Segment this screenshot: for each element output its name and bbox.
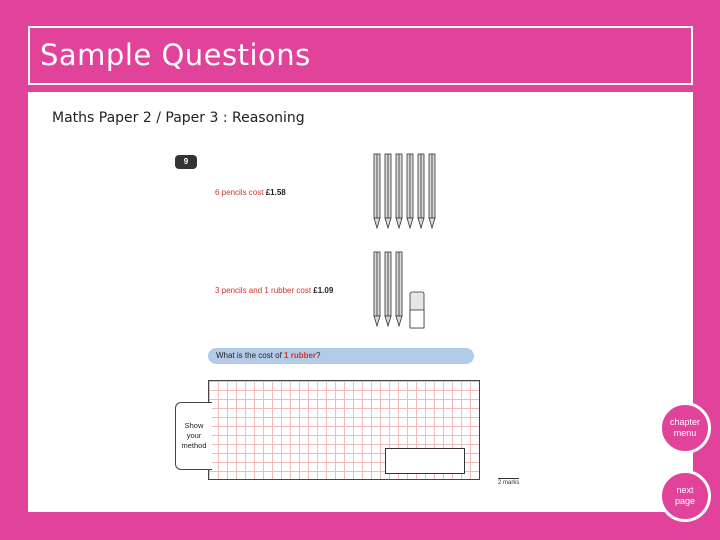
question-line-1 (215, 188, 286, 197)
paper-subtitle: Maths Paper 2 / Paper 3 : Reasoning (52, 110, 305, 126)
three-pencils-rubber-image (372, 250, 432, 330)
question-line-2-prefix: 3 pencils and 1 rubber cost (215, 286, 314, 295)
question-prompt-prefix: What is the cost of (216, 351, 285, 360)
question-line-2-value: £1.09 (313, 286, 334, 295)
question-prompt-highlight: 1 rubber (284, 351, 317, 360)
chapter-menu-label-2: menu (673, 428, 697, 438)
six-pencils-image (372, 152, 442, 232)
content-panel (28, 92, 696, 512)
page-title: Sample Questions (40, 38, 311, 72)
rubber-icon (410, 292, 424, 328)
title-bar (28, 26, 693, 85)
question-prompt-suffix: ? (316, 351, 321, 360)
method-label-line-2: your (186, 431, 202, 440)
next-page-label-1: next (676, 485, 694, 495)
chapter-menu-label-1: chapter (669, 417, 701, 427)
chapter-menu-button[interactable] (659, 402, 711, 454)
question-line-1-prefix: 6 pencils cost (215, 188, 266, 197)
question-line-1-value: £1.58 (265, 188, 286, 197)
next-page-label-2: page (674, 496, 696, 506)
method-label-line-1: Show (184, 421, 204, 430)
show-method-tab (175, 402, 212, 470)
next-page-button[interactable] (659, 470, 711, 522)
question-prompt-bar (208, 348, 474, 364)
question-number-badge: 9 (175, 155, 197, 169)
question-line-2 (215, 286, 333, 295)
answer-box[interactable] (385, 448, 465, 474)
marks-label: 2 marks (498, 480, 520, 486)
method-label-line-3: method (181, 441, 207, 450)
